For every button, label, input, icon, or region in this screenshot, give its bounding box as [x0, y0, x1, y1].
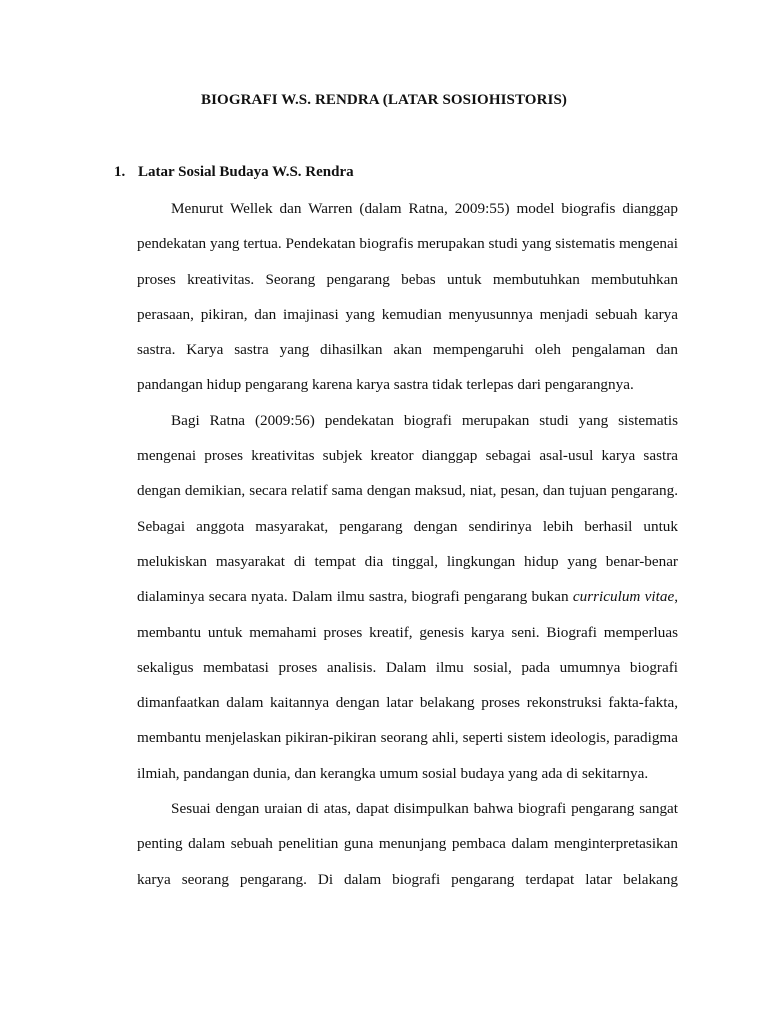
paragraph-2-text-after-italic: , membantu untuk memahami proses kreatif, genesis karya seni. Biografi memperluas sekaligus membatasi proses analisis. Dalam ilmu sosial, pada umumnya biografi dimanfaatkan dalam kaitannya dengan latar belakang proses rekonstruksi fakta-fakta, membantu menjelaskan pikiran-pikiran seorang ahli, seperti sistem ideologis, paradigma ilmiah, pandangan dunia, dan kerangka umum sosial budaya yang ada di sekitarnya. — [137, 588, 678, 782]
paragraph-2 — [137, 403, 678, 791]
paragraph-1: Menurut Wellek dan Warren (dalam Ratna, 2009:55) model biografis dianggap pendekatan yang tertua. Pendekatan biografis merupakan studi yang sistematis mengenai proses kreativitas. Seorang pengarang bebas untuk membutuhkan membutuhkan perasaan, pikiran, dan imajinasi yang kemudian menyusunnya menjadi sebuah karya sastra. Karya sastra yang dihasilkan akan mempengaruhi oleh pengalaman dan pandangan hidup pengarang karena karya sastra tidak terlepas dari pengarangnya. — [137, 200, 678, 394]
document-title: BIOGRAFI W.S. RENDRA (LATAR SOSIOHISTORIS) — [201, 92, 567, 108]
paragraph-3: Sesuai dengan uraian di atas, dapat disimpulkan bahwa biografi pengarang sangat penting dalam sebuah penelitian guna menunjang pembaca dalam menginterpretasikan karya seorang pengarang. Di dalam biografi pengarang terdapat latar belakang — [137, 800, 678, 888]
body-text — [137, 191, 678, 897]
paragraph-2-text-before-italic: Bagi Ratna (2009:56) pendekatan biografi merupakan studi yang sistematis mengenai proses kreativitas subjek kreator dianggap sebagai asal-usul karya sastra dengan demikian, secara relatif sama dengan maksud, niat, pesan, dan tujuan pengarang. Sebagai anggota masyarakat, pengarang dengan sendirinya lebih berhasil untuk melukiskan masyarakat di tempat dia tinggal, lingkungan hidup yang benar-benar dialaminya secara nyata. Dalam ilmu sastra, biografi pengarang bukan — [137, 411, 678, 606]
section-heading — [114, 164, 354, 181]
section-number: 1. — [114, 164, 126, 180]
section-heading-text: Latar Sosial Budaya W.S. Rendra — [138, 164, 354, 180]
paragraph-2-italic-term: curriculum vitae — [572, 588, 675, 606]
